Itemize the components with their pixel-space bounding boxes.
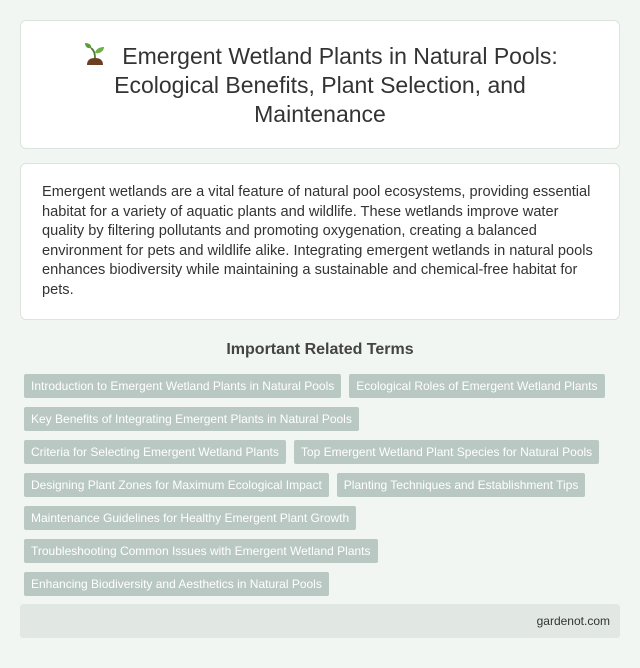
related-term-link[interactable]: Planting Techniques and Establishment Tips [337,473,586,497]
footer-site-name: gardenot.com [536,614,610,628]
related-term-link[interactable]: Top Emergent Wetland Plant Species for Natural Pools [294,440,599,464]
page-title-text: Emergent Wetland Plants in Natural Pools: Ecological Benefits, Plant Selection, and Maintenance [114,42,558,127]
sprout-icon [82,41,108,67]
related-terms-heading: Important Related Terms [226,341,414,358]
intro-card [20,163,620,320]
related-term-link[interactable]: Troubleshooting Common Issues with Emergent Wetland Plants [24,539,378,563]
related-term-link[interactable]: Criteria for Selecting Emergent Wetland Plants [24,440,286,464]
related-term-link[interactable]: Designing Plant Zones for Maximum Ecological Impact [24,473,329,497]
related-term-link[interactable]: Enhancing Biodiversity and Aesthetics in Natural Pools [24,572,329,596]
title-card [20,20,620,149]
related-term-link[interactable]: Introduction to Emergent Wetland Plants in Natural Pools [24,374,341,398]
footer [20,604,620,638]
intro-paragraph: Emergent wetlands are a vital feature of natural pool ecosystems, providing essential habitat for a variety of aquatic plants and wildlife. These wetlands improve water quality by filtering pollutants and promoting oxygenation, creating a balanced environment for pets and wildlife alike. Integrating emergent wetlands in natural pools enhances biodiversity while maintaining a sustainable and chemical-free habitat for pets. [42,184,593,298]
related-terms-list [24,374,620,596]
page-title [61,41,579,129]
related-term-link[interactable]: Maintenance Guidelines for Healthy Emergent Plant Growth [24,506,356,530]
related-term-link[interactable]: Key Benefits of Integrating Emergent Plants in Natural Pools [24,407,359,431]
related-term-link[interactable]: Ecological Roles of Emergent Wetland Plants [349,374,604,398]
